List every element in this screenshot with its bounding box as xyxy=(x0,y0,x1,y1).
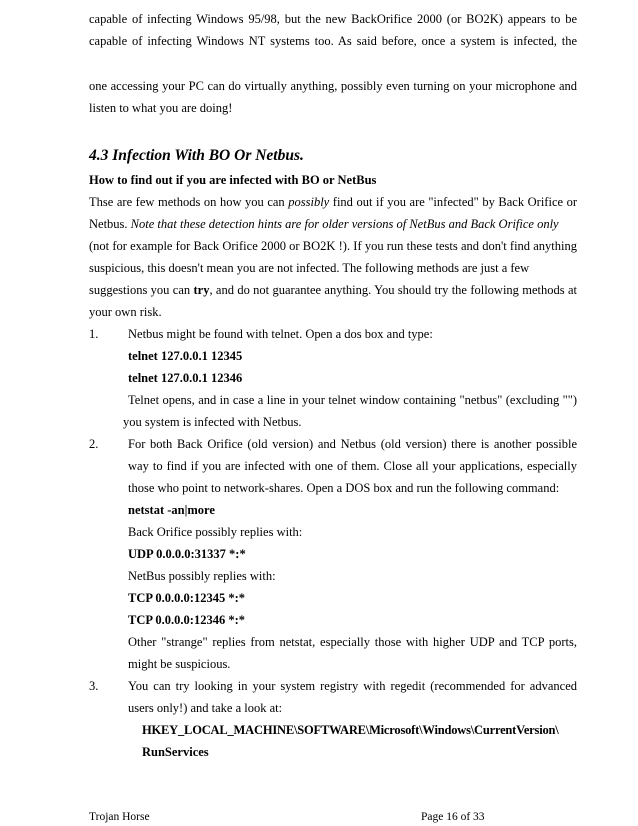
list-item-text: way to find if you are infected with one of them. Close all your applications, especially xyxy=(128,459,577,473)
command-text: telnet 127.0.0.1 12345 xyxy=(128,349,243,363)
list-item-text: Netbus might be found with telnet. Open a dos box and type: xyxy=(128,327,433,341)
intro-line: suggestions you can try, and do not guarantee anything. You should try the following methods at xyxy=(89,283,578,297)
footer-page-number: Page 16 of 33 xyxy=(421,811,485,823)
intro-line: Thse are few methods on how you can possibly find out if you are "infected" by Back Orifice or xyxy=(89,195,578,209)
command-output: TCP 0.0.0.0:12345 *:* xyxy=(128,591,246,605)
list-item-text: those who point to network-shares. Open a DOS box and run the following command: xyxy=(128,481,560,495)
list-item-text: you system is infected with Netbus. xyxy=(123,415,302,429)
list-item-text: You can try looking in your system registry with regedit (recommended for advanced xyxy=(128,679,577,693)
list-number: 3. xyxy=(89,679,99,693)
registry-key: HKEY_LOCAL_MACHINE\SOFTWARE\Microsoft\Windows\CurrentVersion\ xyxy=(142,723,559,737)
paragraph-line: one accessing your PC can do virtually anything, possibly even turning on your microphone and xyxy=(89,79,577,93)
intro-line: (not for example for Back Orifice 2000 or BO2K !). If you run these tests and don't find anything xyxy=(89,239,577,253)
footer-title: Trojan Horse xyxy=(89,811,150,823)
list-item-text: might be suspicious. xyxy=(128,657,231,671)
command-output: TCP 0.0.0.0:12346 *:* xyxy=(128,613,246,627)
intro-line: suspicious, this doesn't mean you are not infected. The following methods are just a few xyxy=(89,261,530,275)
list-item-text: users only!) and take a look at: xyxy=(128,701,283,715)
paragraph-line: capable of infecting Windows NT systems too. As said before, once a system is infected, the xyxy=(89,34,577,48)
paragraph-line: capable of infecting Windows 95/98, but the new BackOrifice 2000 (or BO2K) appears to be xyxy=(89,12,577,26)
command-text: telnet 127.0.0.1 12346 xyxy=(128,371,243,385)
list-item-text: NetBus possibly replies with: xyxy=(128,569,276,583)
section-subheading: How to find out if you are infected with BO or NetBus xyxy=(89,173,377,187)
intro-line: Netbus. Note that these detection hints are for older versions of NetBus and Back Orifice only xyxy=(89,217,559,231)
list-item-text: Other "strange" replies from netstat, especially those with higher UDP and TCP ports, xyxy=(128,635,577,649)
intro-line: your own risk. xyxy=(89,305,162,319)
list-number: 1. xyxy=(89,327,99,341)
command-output: UDP 0.0.0.0:31337 *:* xyxy=(128,547,246,561)
command-text: netstat -an|more xyxy=(128,503,215,517)
registry-key: RunServices xyxy=(142,745,209,759)
list-item-text: Back Orifice possibly replies with: xyxy=(128,525,303,539)
list-number: 2. xyxy=(89,437,99,451)
section-heading: 4.3 Infection With BO Or Netbus. xyxy=(89,147,304,164)
list-item-text: Telnet opens, and in case a line in your telnet window containing "netbus" (excluding "") xyxy=(128,393,577,407)
list-item-text: For both Back Orifice (old version) and Netbus (old version) there is another possible xyxy=(128,437,577,451)
paragraph-line: listen to what you are doing! xyxy=(89,101,233,115)
